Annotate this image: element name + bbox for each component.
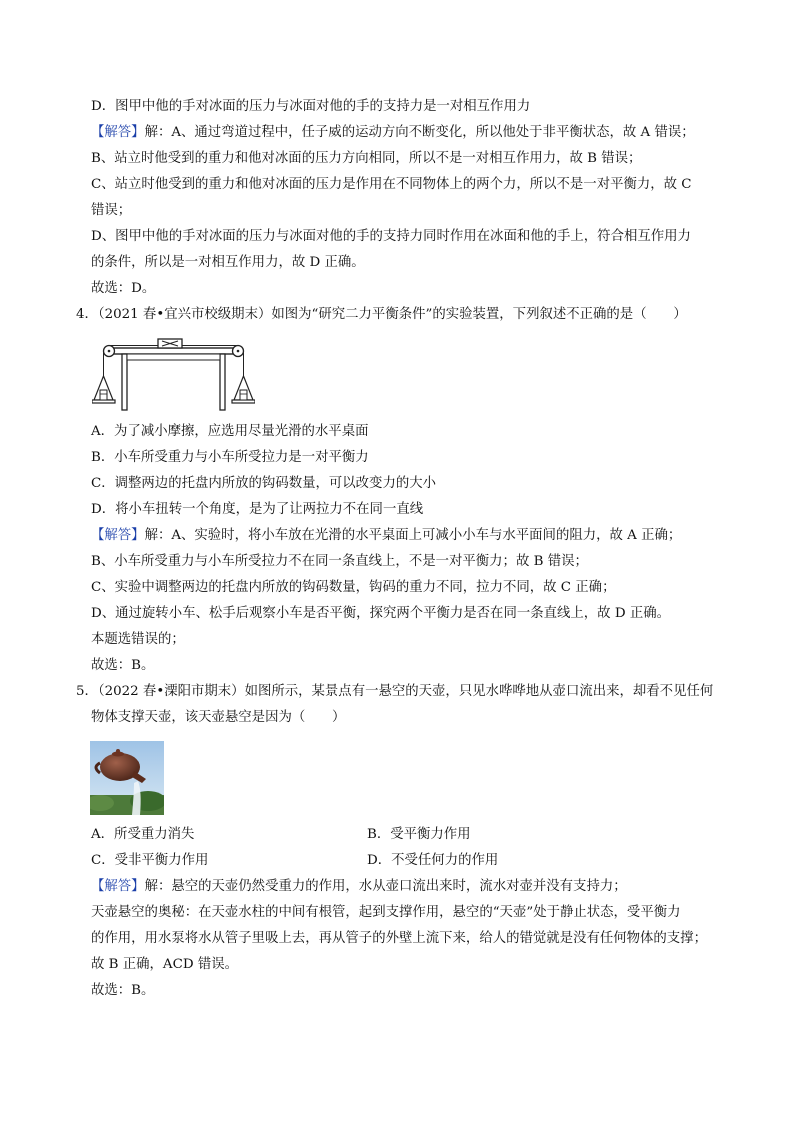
q5-option-b: B．受平衡力作用 xyxy=(367,827,471,842)
balance-apparatus-figure xyxy=(92,336,255,412)
q3-option-d: D．图甲中他的手对冰面的压力与冰面对他的手的支持力是一对相互作用力 xyxy=(91,99,531,114)
q4-option-c: C．调整两边的托盘内所放的钩码数量，可以改变力的大小 xyxy=(91,476,437,491)
answer-tag: 【解答】 xyxy=(91,125,145,140)
q4-option-a: A．为了减小摩擦，应选用尽量光滑的水平桌面 xyxy=(91,424,369,439)
q5-option-d: D．不受任何力的作用 xyxy=(367,853,499,868)
q3-answer-line-1 xyxy=(91,123,695,143)
answer-text: 解：悬空的天壶仍然受重力的作用，水从壶口流出来时，流水对壶并没有支持力； xyxy=(144,879,627,894)
answer-text: 解：A、通过弯道过程中，任子威的运动方向不断变化，所以他处于非平衡状态，故 A 错误； xyxy=(144,125,695,140)
q5-answer-line-3: 的作用，用水泵将水从管子里吸上去，再从管子的外壁上流下来，给人的错觉就是没有任何物体的支撑； xyxy=(91,931,707,946)
q4-note: 本题选错误的； xyxy=(91,632,185,647)
q3-answer-line-2: B、站立时他受到的重力和他对冰面的压力方向相同，所以不是一对相互作用力，故 B 错误； xyxy=(91,151,642,166)
q5-answer-line-4: 故 B 正确，ACD 错误。 xyxy=(91,957,238,972)
floating-teapot-photo xyxy=(90,741,164,815)
q5-answer-line-2: 天壶悬空的奥秘：在天壶水柱的中间有根管，起到支撑作用，悬空的“天壶”处于静止状态，受平衡力 xyxy=(91,905,681,920)
q5-stem-line-1: 5．（2022 春•溧阳市期末）如图所示，某景点有一悬空的天壶，只见水哗哗地从壶口流出来，却看不见任何 xyxy=(76,684,714,699)
q5-stem-line-2: 物体支撑天壶，该天壶悬空是因为（ ） xyxy=(91,710,346,725)
q5-choice: 故选：B。 xyxy=(91,983,155,998)
q4-stem: 4．（2021 春•宜兴市校级期末）如图为“研究二力平衡条件”的实验装置，下列叙述不正确的是（ ） xyxy=(76,307,687,322)
q4-answer-line-2: B、小车所受重力与小车所受拉力不在同一条直线上，不是一对平衡力；故 B 错误； xyxy=(91,554,588,569)
answer-tag: 【解答】 xyxy=(91,528,145,543)
q4-answer-line-1 xyxy=(91,526,681,546)
q3-choice: 故选：D。 xyxy=(91,281,156,296)
q5-option-a: A．所受重力消失 xyxy=(91,827,195,842)
q3-answer-line-3b: 错误； xyxy=(91,203,132,218)
q4-answer-line-4: D、通过旋转小车、松手后观察小车是否平衡，探究两个平衡力是否在同一条直线上，故 D 正确。 xyxy=(91,606,670,621)
q5-option-c: C．受非平衡力作用 xyxy=(91,853,209,868)
q3-answer-line-4b: 的条件，所以是一对相互作用力，故 D 正确。 xyxy=(91,255,365,270)
answer-text: 解：A、实验时，将小车放在光滑的水平桌面上可减小小车与水平面间的阻力，故 A 正确； xyxy=(144,528,682,543)
q3-answer-line-3: C、站立时他受到的重力和他对冰面的压力是作用在不同物体上的两个力，所以不是一对平衡力，故 C xyxy=(91,177,692,192)
q4-option-b: B．小车所受重力与小车所受拉力是一对平衡力 xyxy=(91,450,369,465)
q4-answer-line-3: C、实验中调整两边的托盘内所放的钩码数量，钩码的重力不同，拉力不同，故 C 正确； xyxy=(91,580,616,595)
q4-choice: 故选：B。 xyxy=(91,658,155,673)
q5-answer-line-1 xyxy=(91,877,627,897)
answer-tag: 【解答】 xyxy=(91,879,145,894)
q4-option-d: D．将小车扭转一个角度，是为了让两拉力不在同一直线 xyxy=(91,502,424,517)
q3-answer-line-4: D、图甲中他的手对冰面的压力与冰面对他的手的支持力同时作用在冰面和他的手上，符合相互作用力 xyxy=(91,229,691,244)
